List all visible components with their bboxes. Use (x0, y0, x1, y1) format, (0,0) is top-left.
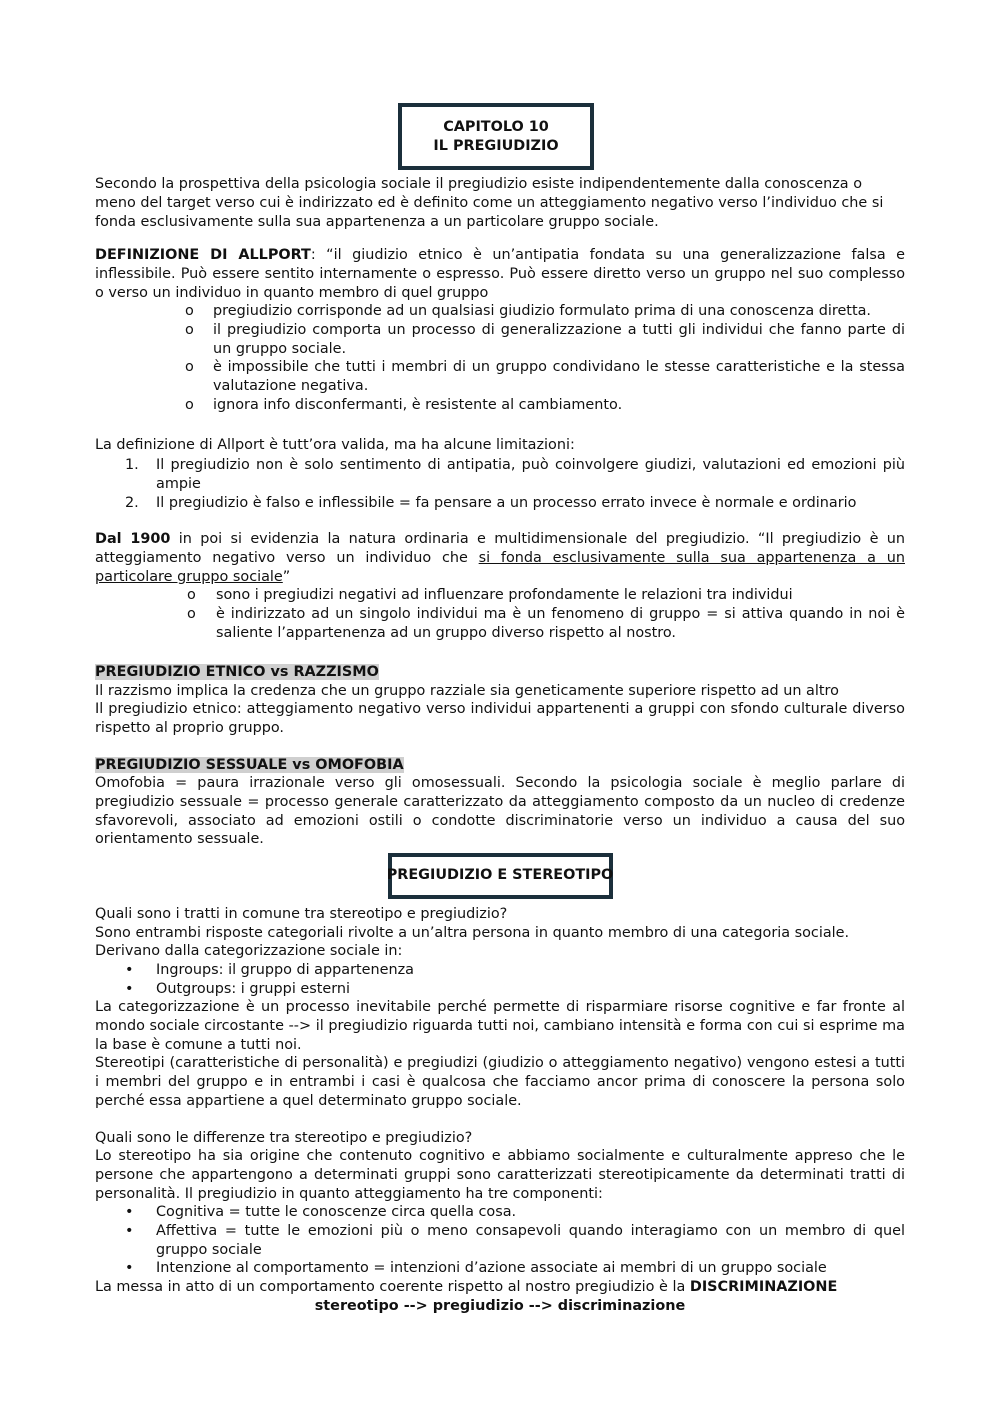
discriminazione-word: DISCRIMINAZIONE (689, 1279, 838, 1295)
circle-marker: o (187, 587, 196, 603)
final-line: La messa in atto di un comportamento coerente rispetto al nostro pregiudizio è la DISCRIMINAZIONE (95, 1279, 838, 1295)
allport-text: : “il giudizio etnico è un’antipatia fondata su una generalizzazione falsa e inflessibile. Può essere sentito internamente o espresso. Può essere diretto verso un gruppo nel suo complesso o verso un individuo in quanto membro di quel gruppo (95, 247, 905, 301)
circle-marker: o (187, 605, 196, 622)
bullet-marker: • (125, 980, 134, 997)
dal1900-label: Dal 1900 (95, 531, 171, 547)
etnico-heading: PREGIUDIZIO ETNICO vs RAZZISMO (95, 664, 379, 680)
dal1900-list (187, 586, 905, 642)
sessuale-paragraph: Omofobia = paura irrazionale verso gli omosessuali. Secondo la psicologia sociale è meglio parlare di pregiudizio sessuale = processo generale caratterizzato da atteggiamento composto da un nucleo di credenze sfavorevoli, associato ad emozioni ostili o condotte discriminatorie verso un individuo a causa del suo orientamento sessuale. (95, 775, 905, 848)
list-item: • Outgroups: i gruppi esterni (125, 980, 351, 997)
allport-paragraph (95, 246, 905, 302)
list-item: o ignora info disconfermanti, è resistente al cambiamento. (185, 396, 623, 413)
chapter-number: CAPITOLO 10 (443, 118, 549, 135)
bullet-marker: • (125, 1222, 134, 1239)
allport-limits-list (125, 456, 905, 512)
underlined-text: si fonda esclusivamente sulla sua appartenenza a un particolare gruppo sociale (95, 549, 905, 585)
sessuale-heading: PREGIUDIZIO SESSUALE vs OMOFOBIA (95, 757, 404, 773)
comune-line2: Derivano dalla categorizzazione sociale in: (95, 943, 403, 959)
comune-line1: Sono entrambi risposte categoriali rivolte a un’altra persona in quanto membro di una categoria sociale. (95, 925, 850, 941)
circle-marker: o (185, 359, 194, 376)
circle-marker: o (185, 303, 194, 319)
allport-limits-intro: La definizione di Allport è tutt’ora valida, ma ha alcune limitazioni: (95, 437, 575, 453)
chapter-title: IL PREGIUDIZIO (433, 137, 559, 154)
differenze-paragraph: Lo stereotipo ha sia origine che contenuto cognitivo e abbiamo socialmente e culturalmente appreso che le persone che appartengono a determinati gruppi sono caratterizzati stereotipicamente da determinati tratti di personalità. Il pregiudizio in quanto atteggiamento ha tre componenti: (95, 1148, 905, 1202)
list-item: • Affettiva = tutte le emozioni più o meno consapevoli quando interagiamo con un membro di quel gruppo sociale (125, 1222, 905, 1258)
chapter-title-box (398, 103, 594, 170)
circle-marker: o (185, 321, 194, 338)
list-item: o pregiudizio corrisponde ad un qualsiasi giudizio formulato prima di una conoscenza diretta. (185, 303, 871, 319)
allport-list (185, 302, 905, 415)
circle-marker: o (185, 396, 194, 413)
intro-paragraph: Secondo la prospettiva della psicologia sociale il pregiudizio esiste indipendentemente dalla conoscenza o meno del target verso cui è indirizzato ed è definito come un atteggiamento negativo verso l’individuo che si fonda esclusivamente sulla sua appartenenza a un particolare gruppo sociale. (95, 176, 884, 230)
list-item: o il pregiudizio comporta un processo di generalizzazione a tutti gli individui che fanno parte di un gruppo sociale. (185, 321, 905, 357)
comune-paragraph1: La categorizzazione è un processo inevitabile perché permette di risparmiare risorse cognitive e far fronte al mondo sociale circostante --> il pregiudizio riguarda tutti noi, cambiano intensità e forma con cui si esprime ma la base è comune a tutti noi. (95, 999, 905, 1053)
comune-question: Quali sono i tratti in comune tra stereotipo e pregiudizio? (95, 906, 508, 922)
differenze-question: Quali sono le differenze tra stereotipo e pregiudizio? (95, 1130, 473, 1146)
bullet-marker: • (125, 962, 134, 978)
bullet-marker: • (125, 1260, 134, 1277)
bullet-marker: • (125, 1204, 134, 1220)
dal1900-paragraph: Dal 1900 in poi si evidenzia la natura ordinaria e multidimensionale del pregiudizio. “Il pregiudizio è un atteggiamento negativo verso un individuo che si fonda esclusivamente sulla sua appartenenza a un particolare gruppo sociale” (95, 531, 905, 585)
components-list (125, 1203, 905, 1278)
list-item: • Ingroups: il gruppo di appartenenza (125, 962, 414, 978)
list-item: o è impossibile che tutti i membri di un gruppo condividano le stesse caratteristiche e la stessa valutazione negativa. (185, 359, 905, 395)
list-item: • Intenzione al comportamento = intenzioni d’azione associate ai membri di un gruppo sociale (125, 1260, 827, 1277)
etnico-line2: Il pregiudizio etnico: atteggiamento negativo verso individui appartenenti a gruppi con sfondo culturale diverso rispetto al proprio gruppo. (95, 701, 905, 736)
etnico-line1: Il razzismo implica la credenza che un gruppo razziale sia geneticamente superiore rispetto ad un altro (95, 683, 839, 699)
chain-line: stereotipo --> pregiudizio --> discriminazione (314, 1298, 686, 1314)
list-item: 1. Il pregiudizio non è solo sentimento di antipatia, può coinvolgere giudizi, valutazioni ed emozioni più ampie (125, 457, 905, 492)
list-item: 2. Il pregiudizio è falso e inflessibile = fa pensare a un processo errato invece è normale e ordinario (125, 494, 857, 511)
groups-list (125, 961, 905, 999)
allport-label: DEFINIZIONE DI ALLPORT (95, 247, 311, 263)
comune-paragraph2: Stereotipi (caratteristiche di personalità) e pregiudizi (giudizio o atteggiamento negativo) vengono estesi a tutti i membri del gruppo e in entrambi i casi è qualcosa che facciamo ancor prima di conoscere la persona solo perché essa appartiene a quel determinato gruppo sociale. (95, 1055, 905, 1109)
list-item: • Cognitiva = tutte le conoscenze circa quella cosa. (125, 1204, 517, 1220)
list-item: o sono i pregiudizi negativi ad influenzare profondamente le relazioni tra individui (187, 587, 793, 603)
list-item: o è indirizzato ad un singolo individui ma è un fenomeno di gruppo = si attiva quando in noi è saliente l’appartenenza ad un gruppo diverso rispetto al nostro. (187, 605, 905, 641)
section-title: PREGIUDIZIO E STEREOTIPO (386, 867, 614, 883)
